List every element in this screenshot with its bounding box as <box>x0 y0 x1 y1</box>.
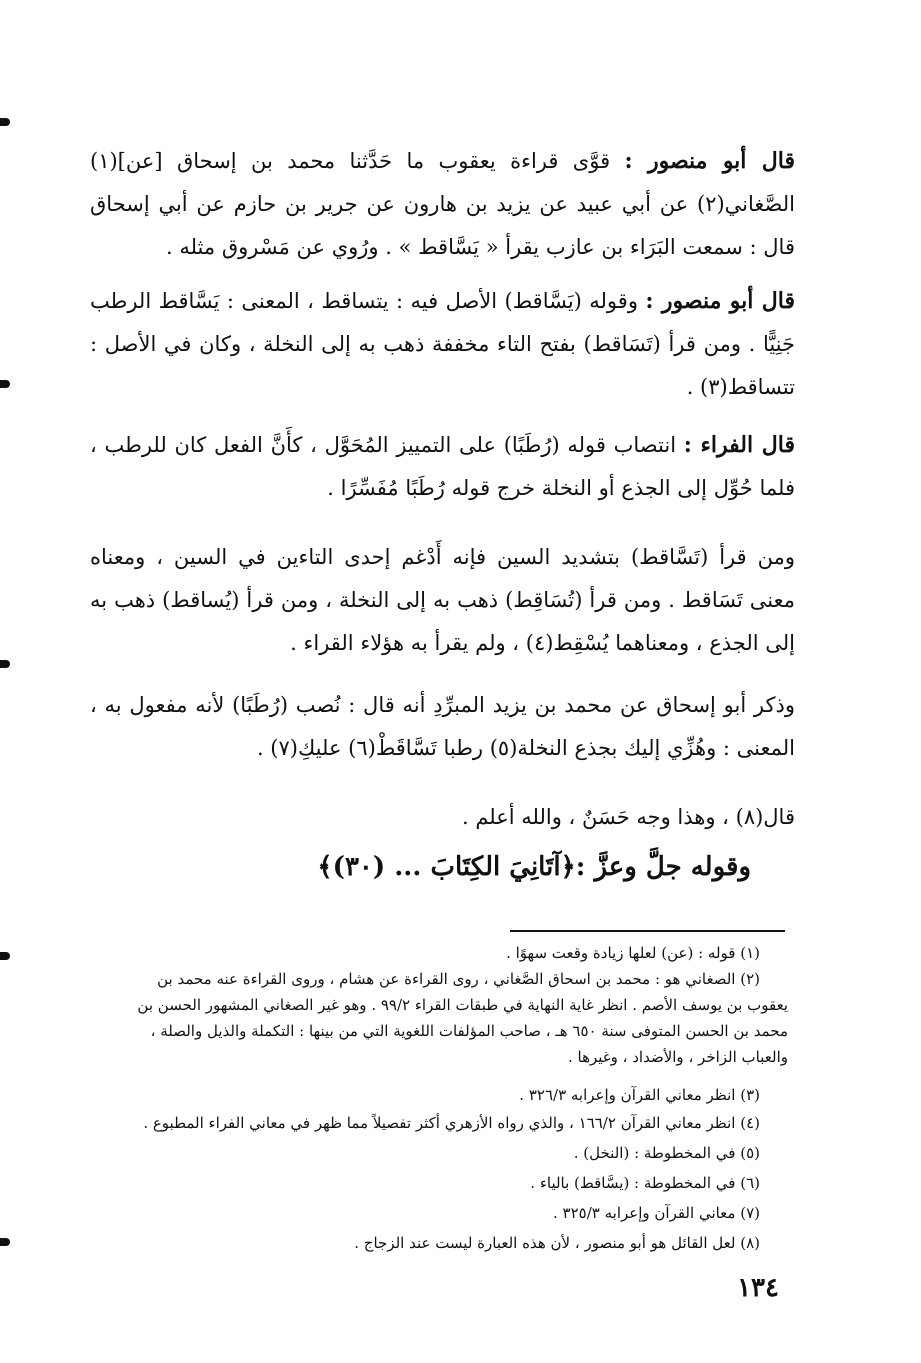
footnote-2-continuation: والعباب الزاخر ، والأضداد ، وغيرها . <box>567 1048 788 1066</box>
scan-edge-mark <box>0 118 10 126</box>
paragraph-text: قال(٨) ، وهذا وجه حَسَنٌ ، والله أعلم . <box>461 805 795 829</box>
paragraph-3 <box>90 424 795 514</box>
scan-edge-mark <box>0 380 10 388</box>
paragraph-6 <box>90 796 795 841</box>
scan-edge-mark <box>0 1238 10 1246</box>
paragraph-speaker: قال الفراء : <box>683 432 795 458</box>
footnote-2: (٢) الصغاني هو : محمد بن اسحاق الصَّغاني ، روى القراءة عن هشام ، وروى القراءة عنه محمد بن <box>157 970 760 988</box>
footnote-separator <box>510 930 785 932</box>
footnote-5: (٥) في المخطوطة : (النخل) . <box>573 1144 760 1162</box>
paragraph-speaker: قال أبو منصور : <box>645 288 795 314</box>
page-number: ١٣٤ <box>737 1273 779 1303</box>
footnote-6: (٦) في المخطوطة : (يسَّاقط) بالياء . <box>530 1174 760 1192</box>
verse-heading: وقوله جلَّ وعزَّ :﴿آتَانِيَ الكِتَابَ ... (٣٠)﴾ <box>317 852 751 882</box>
scan-edge-mark <box>0 952 10 960</box>
paragraph-2 <box>90 280 795 410</box>
footnote-7: (٧) معاني القرآن وإعرابه ٣٢٥/٣ . <box>553 1204 760 1222</box>
paragraph-text: ومن قرأ (تَسَّاقط) بتشديد السين فإنه أَدْغم إحدى التاءين في السين ، ومعناه معنى تَسَاقط . ومن قرأ (تُسَاقِط) ذهب به إلى النخلة ، ومن قرأ (يُساقط) ذهب به إلى الجذع ، ومعناهما يُسْقِط(٤) ، ولم يقرأ به هؤلاء القراء . <box>90 545 795 655</box>
paragraph-text: وذكر أبو إسحاق عن محمد بن يزيد المبرِّدِ أنه قال : نُصب (رُطَبًا) لأنه مفعول به ، المعنى : وهُزِّي إليك بجذع النخلة(٥) رطبا تَسَّاقَطْ(٦) عليكِ(٧) . <box>90 693 795 760</box>
paragraph-text: قوَّى قراءة يعقوب ما حَدَّثنا محمد بن إسحاق [عن](١) الصَّغاني(٢) عن أبي عبيد عن يزيد بن هارون عن جرير بن حازم عن أبي إسحاق قال : سمعت البَرَاء بن عازب يقرأ « يَسَّاقط » . ورُوي عن مَسْروق مثله . <box>90 149 795 259</box>
paragraph-4 <box>90 536 795 666</box>
paragraph-1 <box>90 140 795 270</box>
footnote-2-continuation: يعقوب بن يوسف الأصم . انظر غاية النهاية في طبقات القراء ٩٩/٢ . وهو غير الصغاني المشهور الحسن بن <box>137 996 788 1014</box>
footnote-2-continuation: محمد بن الحسن المتوفى سنة ٦٥٠ هـ ، صاحب المؤلفات اللغوية التي من بينها : التكملة والذيل والصلة ، <box>150 1022 788 1040</box>
paragraph-speaker: قال أبو منصور : <box>624 148 795 174</box>
footnote-8: (٨) لعل القائل هو أبو منصور ، لأن هذه العبارة ليست عند الزجاج . <box>354 1234 760 1252</box>
footnote-1: (١) قوله : (عن) لعلها زيادة وقعت سهوًا . <box>506 944 760 962</box>
paragraph-text: انتصاب قوله (رُطَبًا) على التمييز المُحَوَّل ، كأَنَّ الفعل كان للرطب ، فلما حُوِّل إلى الجذع أو النخلة خرج قوله رُطَبًا مُفَسِّرًا . <box>90 433 795 500</box>
footnote-4: (٤) انظر معاني القرآن ١٦٦/٢ ، والذي رواه الأزهري أكثر تفصيلاً مما ظهر في معاني الفراء المطبوع . <box>143 1114 760 1132</box>
paragraph-text: وقوله (يَسَّاقط) الأصل فيه : يتساقط ، المعنى : يَسَّاقط الرطب جَنِيًّا . ومن قرأ (تَسَاقط) بفتح التاء مخففة ذهب به إلى النخلة ، وكان في الأصل : تتساقط(٣) . <box>90 289 795 399</box>
paragraph-5 <box>90 684 795 774</box>
scan-edge-mark <box>0 660 10 668</box>
footnote-3: (٣) انظر معاني القرآن وإعرابه ٣٢٦/٣ . <box>519 1086 760 1104</box>
